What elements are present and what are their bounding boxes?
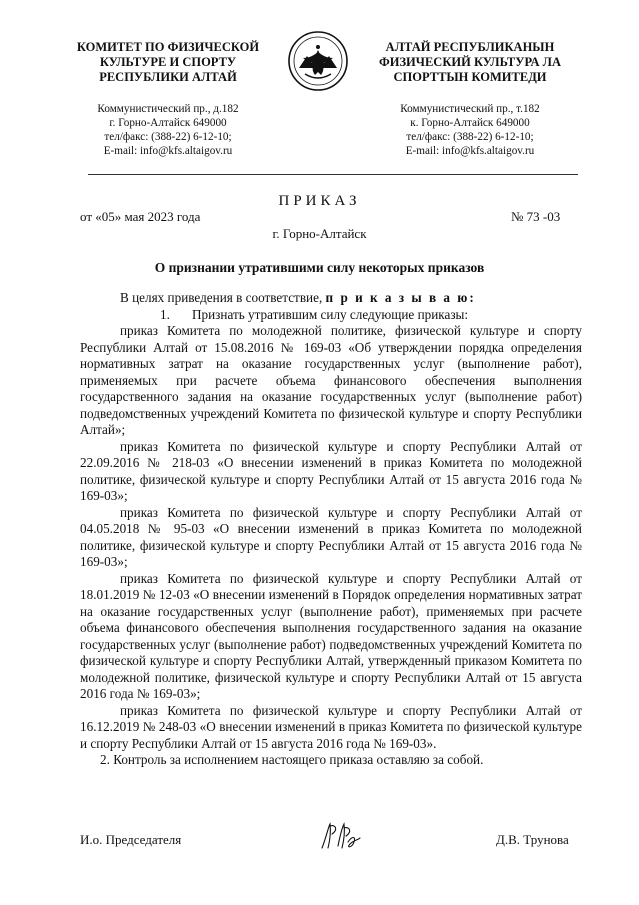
org-right-line-1: АЛТАЙ РЕСПУБЛИКАНЫН (385, 40, 555, 54)
order-date: от «05» мая 2023 года (80, 209, 201, 224)
republic-altai-emblem-icon (285, 30, 351, 92)
order-number: № 73 -03 (511, 209, 561, 224)
address-left (48, 102, 288, 158)
item-1-text: Признать утратившим силу следующие приказы: (192, 306, 469, 322)
org-left-line-1: КОМИТЕТ ПО ФИЗИЧЕСКОЙ (76, 40, 260, 54)
address-right-street: Коммунистический пр., т.182 (400, 103, 540, 115)
order-city: г. Горно-Алтайск (272, 226, 367, 241)
org-right-line-2: ФИЗИЧЕСКИЙ КУЛЬТУРА ЛА (379, 55, 561, 69)
address-left-email: E-mail: info@kfs.altaigov.ru (103, 145, 233, 157)
header-divider (88, 174, 578, 175)
header-org-left (48, 40, 288, 85)
repealed-order-2: приказ Комитета по физической культуре и спорту Республики Алтай от 22.09.2016 № 218-03 «О внесении изменений в приказ Комитета по молодежной политике, физической культуре и спорту Республики Алтай от 15 августа 2016 года № 169-03»; (80, 438, 582, 503)
handwritten-signature-icon (318, 818, 362, 854)
item-1-paragraph (80, 307, 582, 324)
address-right (350, 102, 590, 158)
signatory-role: И.о. Председателя (80, 832, 182, 847)
item-1-number: 1. (160, 306, 170, 322)
repealed-order-1: приказ Комитета по молодежной политике, физической культуре и спорту Республики Алтай от 15.08.2016 № 169-03 «Об утверждении порядка определения нормативных затрат на оказание государственных услуг (выполнение работ), применяемых при расчете объема финансового обеспечения выполнения государственного задания на оказание государственных услуг (выполнение работ) подведомственных учреждений Комитета по физической культуре и спорту Республики Алтай»; (80, 323, 582, 437)
order-title: О признании утратившими силу некоторых приказов (154, 260, 485, 275)
repealed-order-5: приказ Комитета по физической культуре и спорту Республики Алтай от 16.12.2019 № 248-03 «О внесении изменений в приказ Комитета по физической культуре и спорту Республики Алтай от 15 августа 2016 года № 169-03». (80, 702, 582, 751)
header-org-right (350, 40, 590, 85)
address-left-street: Коммунистический пр., д.182 (97, 103, 239, 115)
org-left-line-2: КУЛЬТУРЕ И СПОРТУ (99, 55, 237, 69)
repealed-order-4: приказ Комитета по физической культуре и спорту Республики Алтай от 18.01.2019 № 12-03 «О внесении изменений в Порядок определения нормативных затрат на оказание государственных услуг (выполнение работ), применяемых при расчете объема финансового обеспечения выполнения государственного задания на оказание государственных услуг (выполнение работ) подведомственных учреждений Комитета по физической культуре и спорту Республики Алтай, утвержденный приказом Комитета по молодежной политике, физической культуре и спорту Республики Алтай от 15 августа 2016 года № 169-03»; (80, 570, 582, 701)
org-right-line-3: СПОРТТЫН КОМИТЕДИ (393, 70, 547, 84)
address-right-phone: тел/факс: (388-22) 6-12-10; (406, 131, 534, 143)
org-left-line-3: РЕСПУБЛИКИ АЛТАЙ (99, 70, 237, 84)
address-left-city: г. Горно-Алтайск 649000 (109, 117, 227, 129)
address-left-phone: тел/факс: (388-22) 6-12-10; (104, 131, 232, 143)
item-2-paragraph: 2. Контроль за исполнением настоящего приказа оставляю за собой. (100, 752, 484, 767)
order-body (80, 290, 582, 769)
intro-paragraph (80, 290, 582, 307)
address-right-city: к. Горно-Алтайск 649000 (410, 117, 530, 129)
intro-text: В целях приведения в соответствие, (120, 290, 323, 305)
order-heading: ПРИКАЗ (278, 193, 361, 209)
intro-emphasis: п р и к а з ы в а ю: (325, 290, 476, 305)
signatory-name: Д.В. Трунова (496, 832, 569, 847)
repealed-order-3: приказ Комитета по физической культуре и спорту Республики Алтай от 04.05.2018 № 95-03 «О внесении изменений в приказ Комитета по молодежной политике, физической культуре и спорту Республики Алтай от 15 августа 2016 года № 169-03»; (80, 504, 582, 569)
address-right-email: E-mail: info@kfs.altaigov.ru (405, 145, 535, 157)
